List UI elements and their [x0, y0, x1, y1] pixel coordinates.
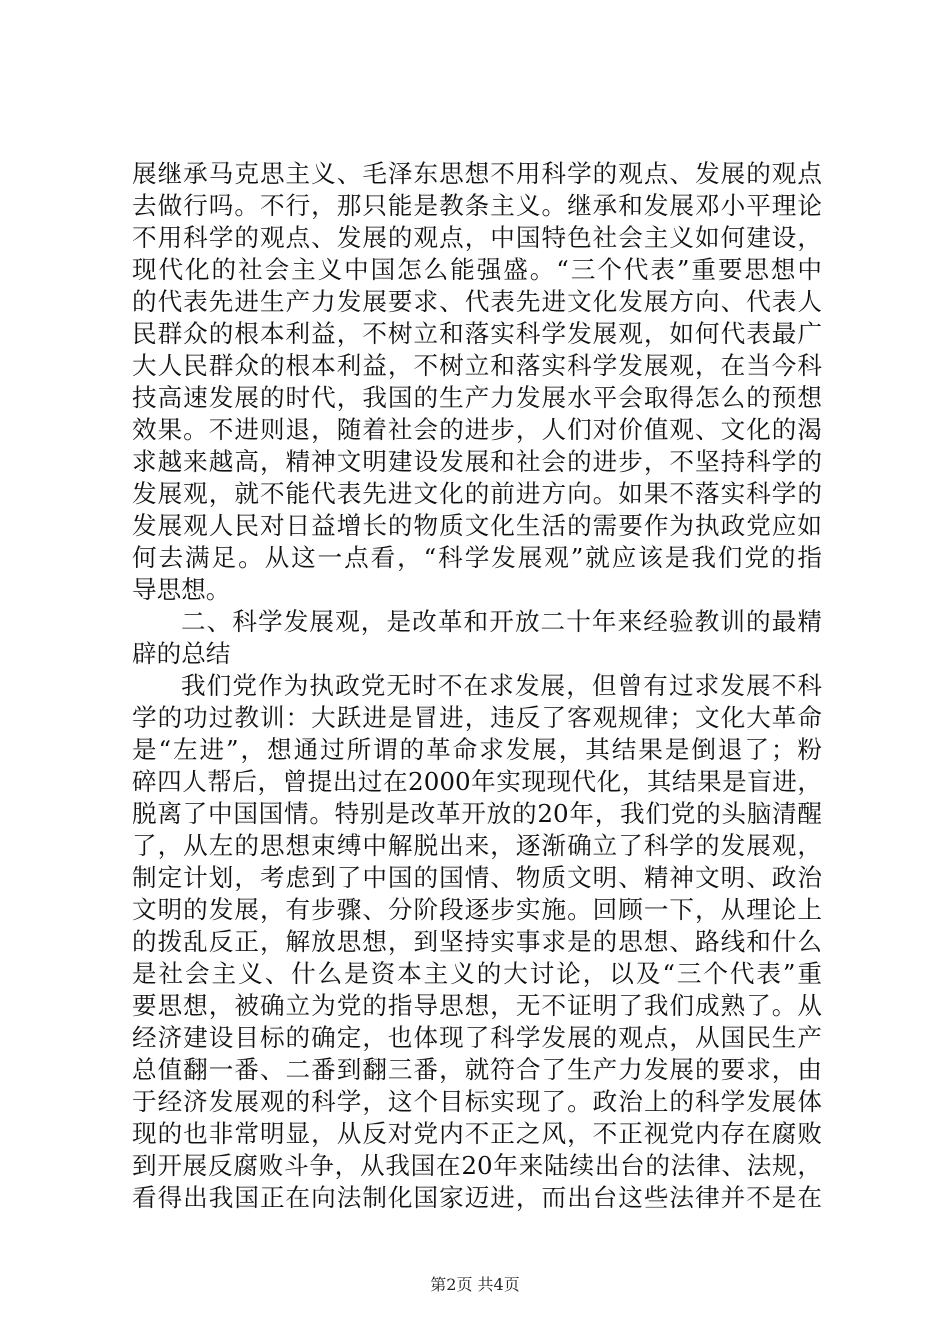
- text-line: 展继承马克思主义、毛泽东思想不用科学的观点、发展的观点: [132, 159, 822, 188]
- text-line: 是社会主义、什么是资本主义的大讨论，以及“三个代表”重: [132, 959, 822, 988]
- text-line: 碎四人帮后，曾提出过在2000年实现现代化，其结果是盲进，: [132, 767, 822, 796]
- body-text: [132, 158, 822, 1214]
- section-heading-line: 辟的总结: [132, 639, 231, 668]
- text-line: 现的也非常明显，从反对党内不正之风，不正视党内存在腐败: [132, 1119, 822, 1148]
- text-line: 学的功过教训：大跃进是冒进，违反了客观规律；文化大革命: [132, 703, 822, 732]
- text-line: 导思想。: [132, 575, 231, 604]
- text-line: 经济建设目标的确定，也体现了科学发展的观点，从国民生产: [132, 1023, 822, 1052]
- page-number: 第2页 共4页: [430, 1275, 520, 1294]
- text-line: 去做行吗。不行，那只能是教条主义。继承和发展邓小平理论: [132, 191, 822, 220]
- text-line: 发展观，就不能代表先进文化的前进方向。如果不落实科学的: [132, 479, 822, 508]
- text-line: 制定计划，考虑到了中国的国情、物质文明、精神文明、政治: [132, 863, 822, 892]
- text-line: 求越来越高，精神文明建设发展和社会的进步，不坚持科学的: [132, 447, 822, 476]
- text-line: 技高速发展的时代，我国的生产力发展水平会取得怎么的预想: [132, 383, 822, 412]
- text-line: 我们党作为执政党无时不在求发展，但曾有过求发展不科: [181, 671, 822, 700]
- text-line: 文明的发展，有步骤、分阶段逐步实施。回顾一下，从理论上: [132, 895, 822, 924]
- text-line: 大人民群众的根本利益，不树立和落实科学发展观，在当今科: [132, 351, 822, 380]
- text-line: 效果。不进则退，随着社会的进步，人们对价值观、文化的渴: [132, 415, 822, 444]
- text-line: 于经济发展观的科学，这个目标实现了。政治上的科学发展体: [132, 1087, 822, 1116]
- text-line: 何去满足。从这一点看，“科学发展观”就应该是我们党的指: [132, 543, 822, 572]
- text-line: 现代化的社会主义中国怎么能强盛。“三个代表”重要思想中: [132, 255, 822, 284]
- section-heading-line: 二、科学发展观，是改革和开放二十年来经验教训的最精: [181, 607, 822, 636]
- text-line: 发展观人民对日益增长的物质文化生活的需要作为执政党应如: [132, 511, 822, 540]
- text-line: 的代表先进生产力发展要求、代表先进文化发展方向、代表人: [132, 287, 822, 316]
- text-line: 到开展反腐败斗争，从我国在20年来陆续出台的法律、法规，: [132, 1151, 822, 1180]
- text-line: 看得出我国正在向法制化国家迈进，而出台这些法律并不是在: [132, 1183, 822, 1212]
- text-line: 的拨乱反正，解放思想，到坚持实事求是的思想、路线和什么: [132, 927, 822, 956]
- page-footer: [0, 1272, 950, 1295]
- text-line: 民群众的根本利益，不树立和落实科学发展观，如何代表最广: [132, 319, 822, 348]
- text-line: 要思想，被确立为党的指导思想，无不证明了我们成熟了。从: [132, 991, 822, 1020]
- text-line: 是“左进”，想通过所谓的革命求发展，其结果是倒退了；粉: [132, 735, 822, 764]
- text-line: 脱离了中国国情。特别是改革开放的20年，我们党的头脑清醒: [132, 799, 822, 828]
- text-line: 总值翻一番、二番到翻三番，就符合了生产力发展的要求，由: [132, 1055, 822, 1084]
- text-line: 不用科学的观点、发展的观点，中国特色社会主义如何建设，: [132, 223, 822, 252]
- text-line: 了，从左的思想束缚中解脱出来，逐渐确立了科学的发展观，: [132, 831, 822, 860]
